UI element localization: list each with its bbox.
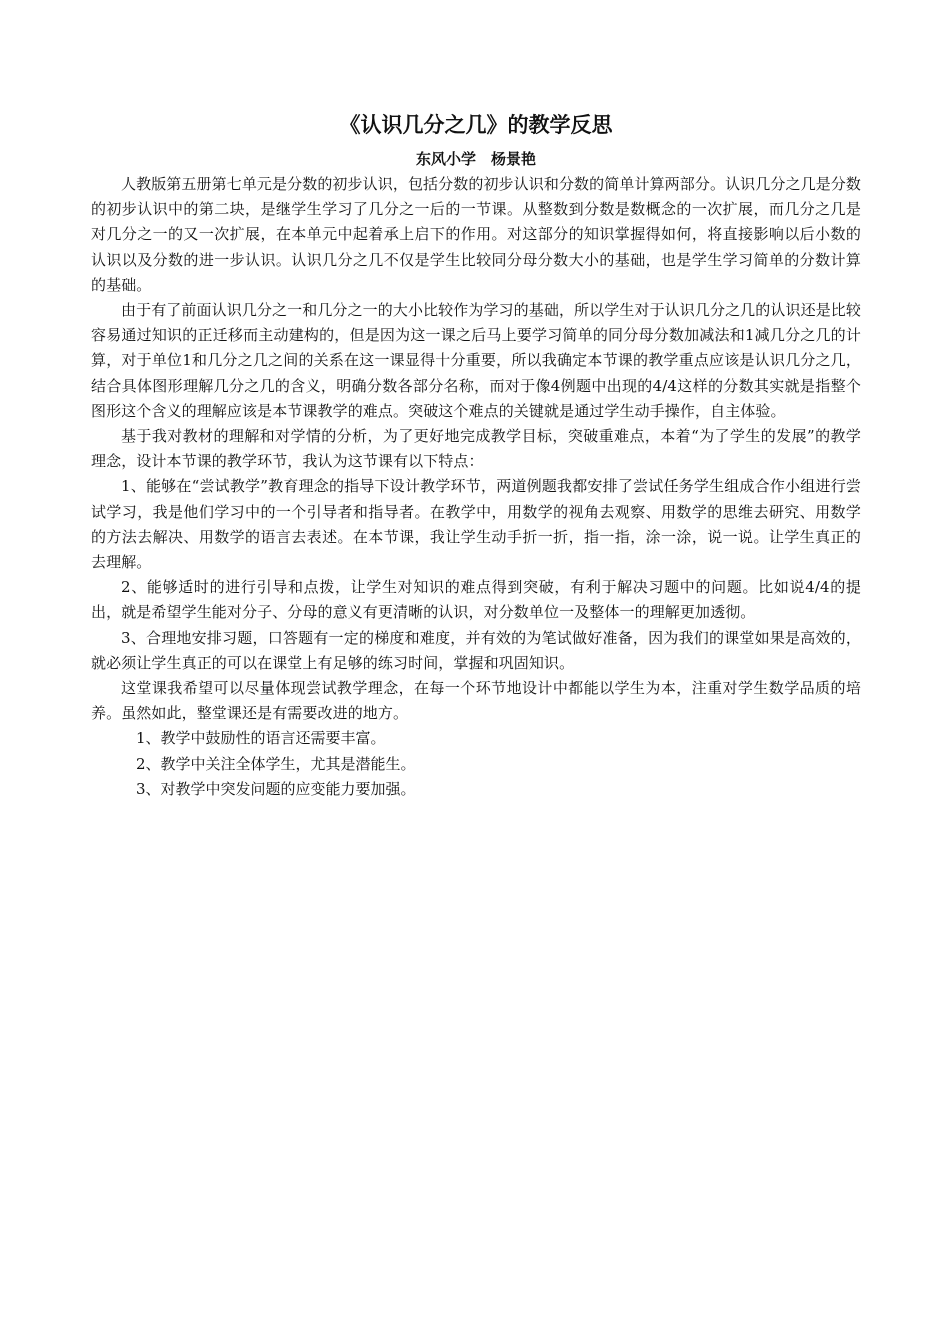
paragraph-feature-3: 3、合理地安排习题，口答题有一定的梯度和难度，并有效的为笔试做好准备，因为我们的课堂如果是高效的，就必须让学生真正的可以在课堂上有足够的练习时间，掌握和巩固知识。 bbox=[91, 628, 861, 672]
paragraph-key-points: 由于有了前面认识几分之一和几分之一的大小比较作为学习的基础，所以学生对于认识几分之几的认识还是比较容易通过知识的正迁移而主动建构的，但是因为这一课之后马上要学习简单的同分母分数加减法和1减几分之几的计算，对于单位1和几分之几之间的关系在这一课显得十分重要，所以我确定本节课的教学重点应该是认识几分之几，结合具体图形理解几分之几的含义，明确分数各部分名称，而对于像4例题中出现的4/4这样的分数其实就是指整个图形这个含义的理解应该是本节课教学的难点。突破这个难点的关键就是通过学生动手操作，自主体验。 bbox=[91, 301, 861, 420]
improvement-item-1: 1、教学中鼓励性的语言还需要丰富。 bbox=[136, 729, 386, 748]
paragraph-features-intro: 基于我对教材的理解和对学情的分析，为了更好地完成教学目标，突破重难点，本着“为了学生的发展”的教学理念，设计本节课的教学环节，我认为这节课有以下特点： bbox=[91, 427, 861, 471]
paragraph-feature-1: 1、能够在“尝试教学”教育理念的指导下设计教学环节，两道例题我都安排了尝试任务学生组成合作小组进行尝试学习，我是他们学习中的一个引导者和指导者。在教学中，用数学的视角去观察、用数学的思维去研究、用数学的方法去解决、用数学的语言去表述。在本节课，我让学生动手折一折，指一指，涂一涂，说一说。让学生真正的去理解。 bbox=[91, 477, 861, 572]
paragraph-feature-2: 2、能够适时的进行引导和点拨，让学生对知识的难点得到突破，有利于解决习题中的问题。比如说4/4的提出，就是希望学生能对分子、分母的意义有更清晰的认识，对分数单位一及整体一的理解更加透彻。 bbox=[91, 578, 861, 622]
improvement-item-3: 3、对教学中突发问题的应变能力要加强。 bbox=[136, 779, 416, 798]
author-line: 东风小学 杨景艳 bbox=[415, 150, 536, 168]
document-content bbox=[91, 108, 861, 802]
paragraph-intro: 人教版第五册第七单元是分数的初步认识，包括分数的初步认识和分数的简单计算两部分。认识几分之几是分数的初步认识中的第二块，是继学生学习了几分之一后的一节课。从整数到分数是数概念的一次扩展，而几分之几是对几分之一的又一次扩展，在本单元中起着承上启下的作用。对这部分的知识掌握得如何，将直接影响以后小数的认识以及分数的进一步认识。认识几分之几不仅是学生比较同分母分数大小的基础，也是学生学习简单的分数计算的基础。 bbox=[91, 175, 861, 294]
paragraph-summary: 这堂课我希望可以尽量体现尝试教学理念，在每一个环节地设计中都能以学生为本，注重对学生数学品质的培养。虽然如此，整堂课还是有需要改进的地方。 bbox=[91, 679, 861, 723]
document-title: 《认识几分之几》的教学反思 bbox=[339, 113, 613, 137]
improvement-item-2: 2、教学中关注全体学生，尤其是潜能生。 bbox=[136, 754, 416, 773]
